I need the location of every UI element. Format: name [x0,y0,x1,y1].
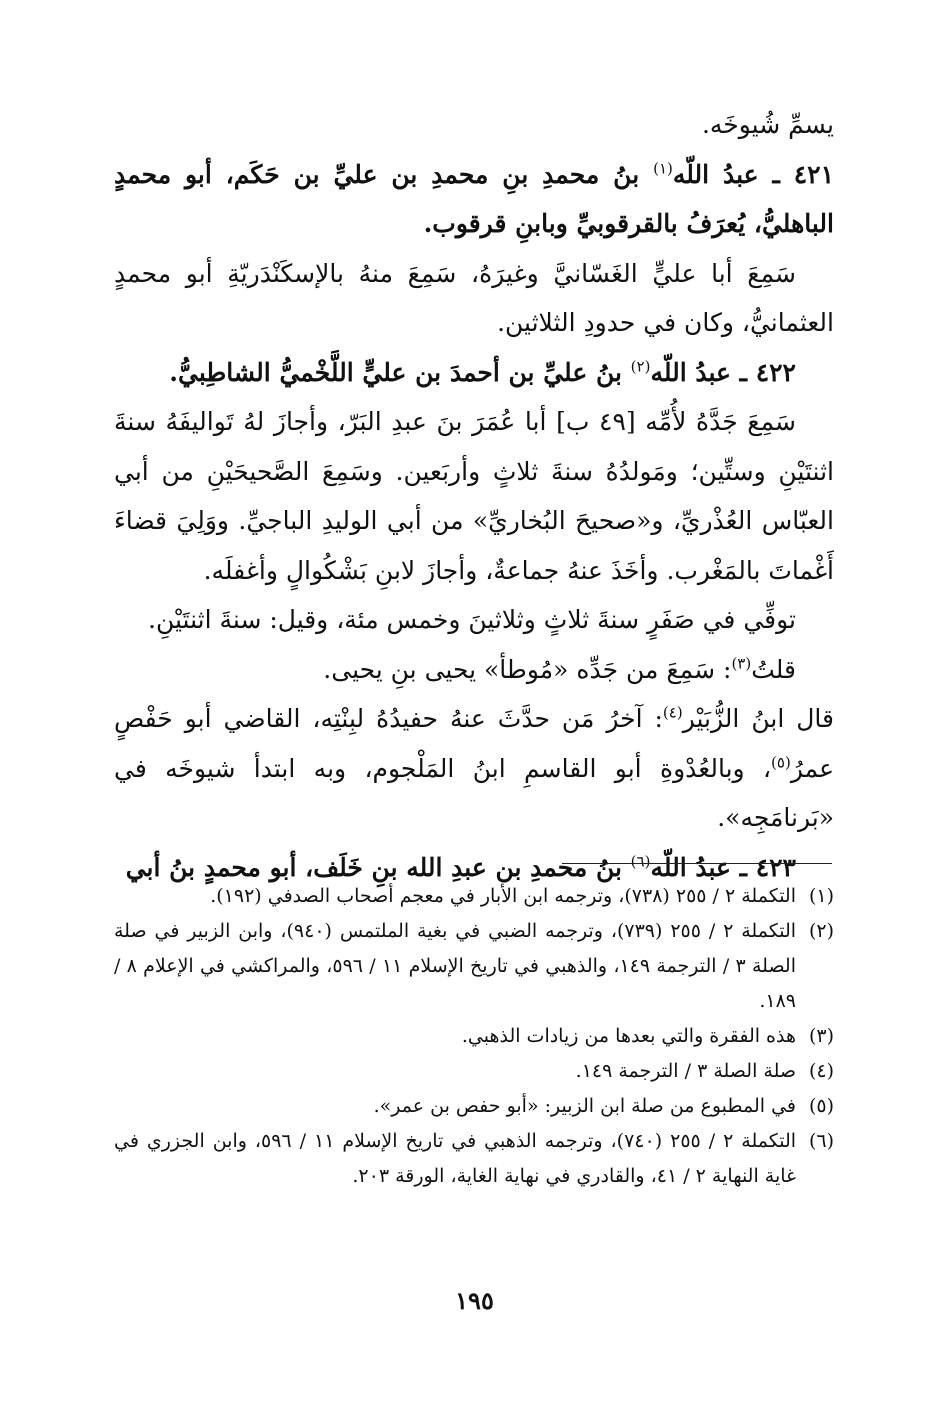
entry-422-name: ٤٢٢ ـ عبدُ اللّه [650,357,796,387]
footnote-text: في المطبوع من صلة ابن الزبير: «أبو حفص بن عمر». [373,1095,796,1117]
footnote-text: هذه الفقرة والتي بعدها من زيادات الذهبي. [461,1025,796,1047]
entry-421-heading [114,150,834,249]
entry-422-paragraph-4 [114,694,834,843]
entry-421-name: ٤٢١ ـ عبدُ اللّه [672,159,835,189]
entry-422-lineage: بنُ عليِّ بن أحمدَ بن عليٍّ اللَّخْميُّ الشاطِبيُّ. [169,357,631,387]
entry-422-paragraph-3 [114,645,834,695]
footnote-item [114,1054,834,1089]
entry-423-lineage: بنُ محمدِ بن عبدِ الله بنِ خَلَف، أبو محمدٍ بنُ أبي [125,852,631,882]
continuation-line [114,100,834,150]
entry-422-paragraph-2 [114,595,834,645]
footnote-number: (٢) [808,920,834,942]
footnote-item [114,1124,834,1194]
entry-423-name: ٤٢٣ ـ عبدُ اللّه [650,852,796,882]
footnote-text: صلة الصلة ٣ / الترجمة ١٤٩. [575,1060,796,1082]
entry-422-text-4a: قال ابنُ الزُّبَيْر [682,704,834,733]
footnote-number: (٦) [808,1130,834,1152]
entry-421-paragraph [114,249,834,348]
entry-421-lineage: بنُ محمدِ بنِ محمدِ بن عليِّ بن حَكَم، أبو محمدٍ الباهليُّ، يُعرَفُ بالقرقوبيِّ وبابنِ قرقوب. [114,159,834,238]
footnote-number: (١) [808,885,834,907]
footnote-divider [562,863,832,864]
entry-422-text-3b: : سَمِعَ من جَدِّه «مُوطأ» يحيى بنِ يحيى. [323,654,732,684]
footnote-text: التكملة ٢ / ٢٥٥ (٧٤٠)، وترجمه الذهبي في تاريخ الإسلام ١١ / ٥٩٦، وابن الجزري في غاية النهاية ٢ / ٤١، والقادري في نهاية الغاية، الورقة ٢٠٣. [114,1130,797,1187]
footnote-ref-6[interactable]: (٦) [630,852,651,871]
footnote-number: (٥) [808,1095,834,1117]
entry-422-heading [114,348,834,398]
footnote-ref-3[interactable]: (٣) [731,654,752,673]
footnote-number: (٣) [808,1025,834,1047]
footnote-ref-5[interactable]: (٥) [771,753,791,772]
footnote-item [114,879,834,914]
footnote-ref-1[interactable]: (١) [653,159,673,178]
entry-422-text-2: توفِّي في صَفَرٍ سنةَ ثلاثٍ وثلاثينَ وخمس مئة، وقيل: سنةَ اثنتَيْنِ. [148,605,796,634]
footnotes [114,879,834,1194]
footnote-item [114,1089,834,1124]
footnote-number: (٤) [808,1060,834,1082]
footnote-ref-2[interactable]: (٢) [630,357,651,376]
entry-422-text-4b: : آخرُ مَن حدَّثَ عنهُ حفيدُهُ لبِنْتِه، القاضي أبو حَفْصٍ عمرُ [114,704,834,783]
entry-422-text-1: سَمِعَ جَدَّهُ لأُمِّه [٤٩ ب] أبا عُمَرَ بنَ عبدِ البَرّ، وأجازَ لهُ تَواليفَهُ سنةَ اثنتَيْنِ وستِّين؛ ومَولدُهُ سنةَ ثلاثٍ وأربَعين. وسَمِعَ الصَّحيحَيْنِ من أبي العبّاس العُذْريِّ، و«صحيحَ البُخاريِّ» من أبي الوليدِ الباجيِّ. ووَلِيَ قضاءَ أَغْماتَ بالمَغْرب. وأخَذَ عنهُ جماعةٌ، وأجازَ لابنِ بَشْكُوالٍ وأغفلَه. [114,407,834,585]
entry-422-paragraph-1 [114,397,834,595]
entry-422-text-3a: قلتُ [751,654,796,684]
entry-421-text: سَمِعَ أبا عليٍّ الغَسّانيَّ وغيرَهُ، سَمِعَ منهُ بالإسكَنْدَريّةِ أبو محمدٍ العثمانيُّ، وكان في حدودِ الثلاثين. [114,258,834,337]
footnote-item [114,1019,834,1054]
footnote-text: التكملة ٢ / ٢٥٥ (٧٣٨)، وترجمه ابن الأبار في معجم أصحاب الصدفي (١٩٢). [210,885,796,907]
footnote-item [114,914,834,1019]
footnote-text: التكملة ٢ / ٢٥٥ (٧٣٩)، وترجمه الضبي في بغية الملتمس (٩٤٠)، وابن الزبير في صلة الصلة ٣ / الترجمة ١٤٩، والذهبي في تاريخ الإسلام ١١ / ٥٩٦، والمراكشي في الإعلام ٨ / ١٨٩. [114,920,797,1012]
page-number: ١٩٥ [455,1286,494,1315]
entry-422-text-4c: ، وبالعُدْوةِ أبو القاسمِ ابنُ المَلْجوم، وبه ابتدأ شيوخَه في «بَرنامَجِه». [114,753,834,832]
footnote-ref-4[interactable]: (٤) [662,703,683,722]
main-text [114,100,834,892]
continuation-text: يسمِّ شُيوخَه. [701,110,834,139]
